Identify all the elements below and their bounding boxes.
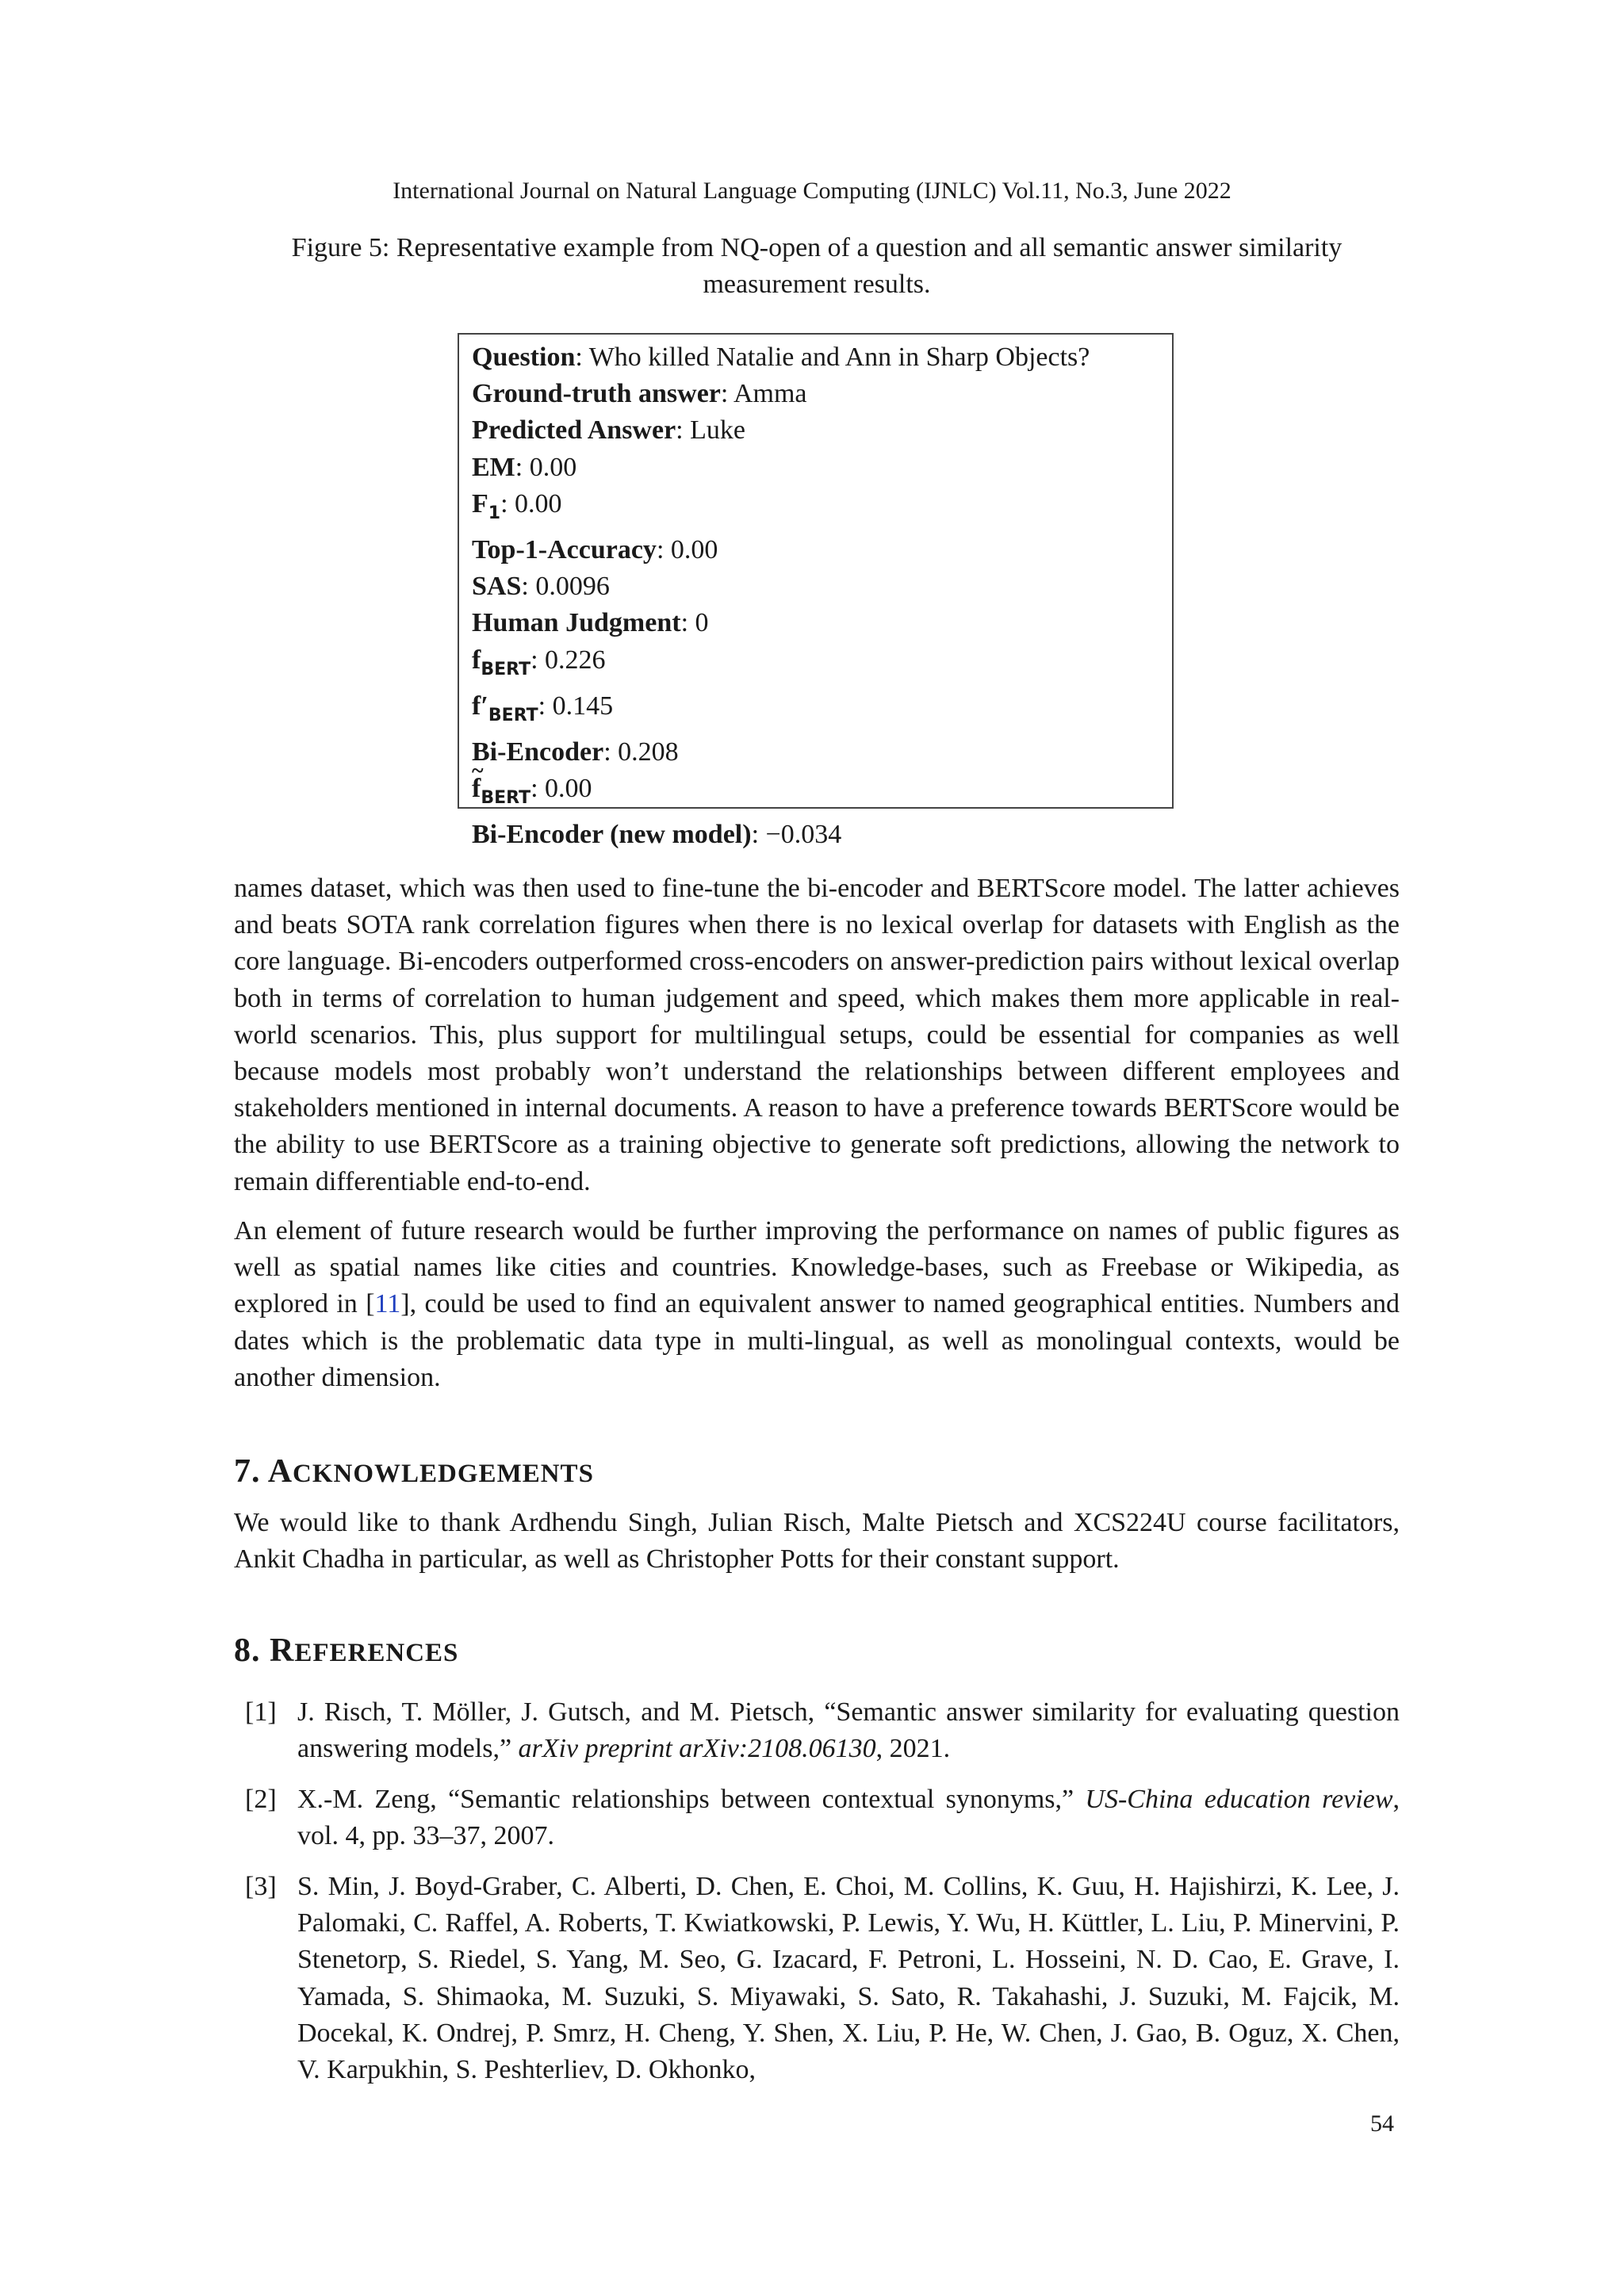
metric-label: Bi-Encoder	[472, 737, 604, 767]
reference-details: , vol. 4, pp. 33–37, 2007.	[297, 1785, 1400, 1851]
reference-text	[297, 1781, 1400, 1854]
reference-item	[234, 1781, 1400, 1854]
metric-row-biencoder-new	[472, 817, 1172, 853]
metric-value: : 0.0096	[521, 572, 610, 602]
metric-row-human	[472, 605, 1172, 641]
reference-number: [3]	[245, 1872, 277, 1901]
metric-value: : Who killed Natalie and Ann in Sharp Objects?	[575, 342, 1090, 372]
metric-label: Question	[472, 342, 576, 372]
metric-row-biencoder	[472, 734, 1172, 771]
figure-box	[458, 333, 1174, 850]
metric-value: : Luke	[676, 415, 745, 446]
section-number: 7.	[234, 1453, 261, 1490]
metric-subscript: BERT	[481, 659, 531, 679]
section-heading-references	[234, 1632, 458, 1670]
metric-row-f1	[472, 486, 1172, 532]
metric-label: f′	[472, 691, 488, 721]
metric-row-em	[472, 450, 1172, 486]
metric-value: : −0.034	[751, 820, 842, 850]
metric-value: : 0.208	[603, 737, 679, 767]
metric-value: : 0.00	[656, 535, 718, 565]
paragraph-text: ], could be used to find an equivalent answer to named geographical entities. Numbers and dates which is the problematic data type in multi-lingual, as well as monolingual contexts, would be another dimension.	[234, 1289, 1400, 1392]
metric-label: Ground-truth answer	[472, 379, 721, 409]
reference-number: [2]	[245, 1785, 277, 1814]
metric-row-predicted	[472, 412, 1172, 449]
reference-venue: US-China education review	[1085, 1785, 1393, 1814]
section-number: 8.	[234, 1632, 261, 1669]
metric-label: F	[472, 488, 488, 519]
section-heading-acknowledgements	[234, 1452, 594, 1490]
page-number: 54	[1370, 2110, 1394, 2137]
metric-row-fbert-prime	[472, 688, 1172, 734]
metric-value: : 0.145	[538, 691, 614, 721]
reference-number: [1]	[245, 1697, 277, 1727]
reference-authors-title: X.-M. Zeng, “Semantic relationships between contextual synonyms,”	[297, 1785, 1086, 1814]
section-title-initial: R	[270, 1632, 295, 1669]
metric-label: SAS	[472, 572, 522, 602]
metric-value: : 0.00	[515, 452, 577, 482]
metric-value: : 0.00	[530, 774, 592, 804]
reference-text	[297, 1694, 1400, 1767]
figure-caption: Figure 5: Representative example from NQ-open of a question and all semantic answer similarity measurement results.	[291, 233, 1342, 299]
paragraph-acknowledgements: We would like to thank Ardhendu Singh, Julian Risch, Malte Pietsch and XCS224U course facilitators, Ankit Chadha in particular, as well as Christopher Potts for their constant support.	[234, 1508, 1400, 1575]
metric-label: EM	[472, 452, 515, 482]
metric-value: : 0	[680, 608, 709, 638]
reference-item	[234, 1869, 1400, 2088]
metric-label: ~ f	[472, 771, 481, 807]
metric-label: Human Judgment	[472, 608, 681, 638]
metric-row-top1	[472, 532, 1172, 568]
metric-subscript: 1	[488, 503, 501, 523]
metric-value: : 0.226	[530, 645, 606, 675]
metric-value: : 0.00	[500, 488, 562, 519]
citation-link[interactable]: 11	[374, 1289, 401, 1319]
metric-subscript: BERT	[488, 705, 538, 725]
reference-authors-title: S. Min, J. Boyd-Graber, C. Alberti, D. Chen, E. Choi, M. Collins, K. Guu, H. Hajishirzi, K. Lee, J. Palomaki, C. Raffel, A. Roberts, T. Kwiatkowski, P. Lewis, Y. Wu, H. Küttler, L. Liu, P. Minervini, P. Stenetorp, S. Riedel, S. Yang, M. Seo, G. Izacard, F. Petroni, L. Hosseini, N. D. Cao, E. Grave, I. Yamada, S. Shimaoka, M. Suzuki, S. Miyawaki, S. Sato, R. Takahashi, J. Suzuki, M. Fajcik, M. Docekal, K. Ondrej, P. Smrz, H. Cheng, Y. Shen, X. Liu, P. He, W. Chen, J. Gao, B. Oguz, X. Chen, V. Karpukhin, S. Peshterliev, D. Okhonko,	[297, 1872, 1400, 2085]
metric-subscript: BERT	[481, 788, 531, 809]
paragraph-text: An element of future research would be further improving the performance on names of public figures as well as spatial names like cities and countries. Knowledge-bases, such as Freebase or Wikipedia, as explored in [	[234, 1216, 1400, 1319]
metric-value: : Amma	[720, 379, 807, 409]
metric-row-sas	[472, 568, 1172, 605]
metric-label: Bi-Encoder (new model)	[472, 820, 752, 850]
reference-details: , 2021.	[875, 1734, 951, 1764]
paragraph-future-research	[234, 1213, 1400, 1396]
section-title-rest: CKNOWLEDGEMENTS	[293, 1460, 594, 1488]
section-title-initial: A	[267, 1453, 293, 1490]
section-title-rest: EFERENCES	[294, 1639, 459, 1667]
reference-venue: arXiv preprint arXiv:2108.06130	[518, 1734, 876, 1764]
metric-row-fbert-tilde	[472, 771, 1172, 817]
metric-label: f	[472, 645, 481, 675]
metric-row-fbert	[472, 642, 1172, 688]
reference-authors-title: J. Risch, T. Möller, J. Gutsch, and M. Pietsch, “Semantic answer similarity for evaluating question answering models,”	[297, 1697, 1400, 1764]
reference-text	[297, 1869, 1400, 2088]
reference-item	[234, 1694, 1400, 1767]
metric-label: Predicted Answer	[472, 415, 676, 446]
metric-row-ground-truth	[472, 376, 1172, 412]
metric-row-question	[472, 339, 1172, 376]
paragraph-conclusion: names dataset, which was then used to fine-tune the bi-encoder and BERTScore model. The latter achieves and beats SOTA rank correlation figures when there is no lexical overlap for datasets with English as the core language. Bi-encoders outperformed cross-encoders on answer-prediction pairs without lexical overlap both in terms of correlation to human judgement and speed, which makes them more applicable in real-world scenarios. This, plus support for multilingual setups, could be essential for companies as well because models most probably won’t understand the relationships between different employees and stakeholders mentioned in internal documents. A reason to have a preference towards BERTScore would be the ability to use BERTScore as a training objective to generate soft predictions, allowing the network to remain differentiable end-to-end.	[234, 874, 1400, 1196]
metric-label: Top-1-Accuracy	[472, 535, 657, 565]
journal-header: International Journal on Natural Language Computing (IJNLC) Vol.11, No.3, June 2022	[393, 178, 1231, 204]
